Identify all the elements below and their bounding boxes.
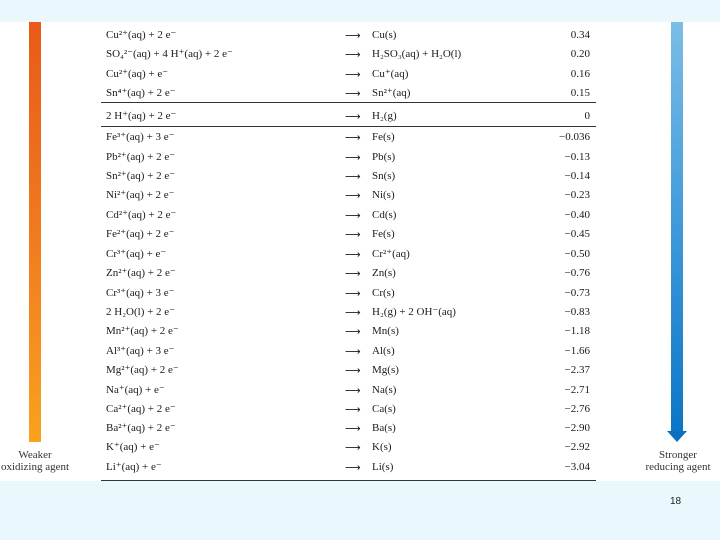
table-row xyxy=(106,381,590,400)
half-reaction-reactant: Ni²⁺(aq) + 2 e⁻ xyxy=(106,189,175,201)
reaction-arrow: ⟶ xyxy=(345,248,361,261)
table-row xyxy=(106,322,590,341)
reaction-arrow: ⟶ xyxy=(345,110,361,123)
half-reaction-product: Cr²⁺(aq) xyxy=(372,248,410,260)
label-line: oxidizing agent xyxy=(0,461,70,473)
half-reaction-product: Ba(s) xyxy=(372,422,396,434)
half-reaction-product: Pb(s) xyxy=(372,151,396,163)
reduction-potential-value: −0.036 xyxy=(559,131,590,143)
hydrogen-divider-bottom xyxy=(101,126,596,127)
half-reaction-reactant: SO₄²⁻(aq) + 4 H⁺(aq) + 2 e⁻ xyxy=(106,48,233,60)
oxidizing-strength-arrow xyxy=(29,22,41,442)
reduction-potential-value: −0.40 xyxy=(564,209,590,221)
table-row xyxy=(106,458,590,477)
reaction-arrow: ⟶ xyxy=(345,189,361,202)
reduction-potential-value: −0.73 xyxy=(564,287,590,299)
half-reaction-reactant: Cu²⁺(aq) + e⁻ xyxy=(106,68,169,80)
table-row xyxy=(106,245,590,264)
reaction-arrow: ⟶ xyxy=(345,228,361,241)
half-reaction-product: Al(s) xyxy=(372,345,395,357)
half-reaction-product: Sn(s) xyxy=(372,170,396,182)
half-reaction-product: Li(s) xyxy=(372,461,394,473)
half-reaction-reactant: 2 H⁺(aq) + 2 e⁻ xyxy=(106,110,177,122)
half-reaction-product: H₂SO₃(aq) + H₂O(l) xyxy=(372,48,462,60)
reaction-arrow: ⟶ xyxy=(345,267,361,280)
reduction-potential-value: −2.71 xyxy=(564,384,590,396)
half-reaction-product: Cu⁺(aq) xyxy=(372,68,409,80)
reduction-potential-value: −0.14 xyxy=(564,170,590,182)
reaction-arrow: ⟶ xyxy=(345,364,361,377)
table-row xyxy=(106,206,590,225)
table-row xyxy=(106,400,590,419)
table-row xyxy=(106,342,590,361)
reduction-potential-value: 0 xyxy=(584,110,590,122)
half-reaction-product: Cu(s) xyxy=(372,29,397,41)
reduction-potential-value: −1.18 xyxy=(564,325,590,337)
half-reaction-reactant: Mg²⁺(aq) + 2 e⁻ xyxy=(106,364,179,376)
reduction-potential-value: −0.83 xyxy=(564,306,590,318)
reaction-arrow: ⟶ xyxy=(345,325,361,338)
reaction-arrow: ⟶ xyxy=(345,441,361,454)
table-row xyxy=(106,65,590,84)
reduction-potential-value: 0.20 xyxy=(570,48,590,60)
reduction-potential-value: −3.04 xyxy=(564,461,590,473)
reduction-potential-value: 0.16 xyxy=(570,68,590,80)
table-row xyxy=(106,148,590,167)
half-reaction-product: Na(s) xyxy=(372,384,397,396)
reaction-arrow: ⟶ xyxy=(345,403,361,416)
half-reaction-reactant: 2 H₂O(l) + 2 e⁻ xyxy=(106,306,175,318)
reaction-arrow: ⟶ xyxy=(345,384,361,397)
table-row xyxy=(106,419,590,438)
half-reaction-reactant: Cr³⁺(aq) + e⁻ xyxy=(106,248,167,260)
label-line: reducing agent xyxy=(645,461,711,473)
reduction-potential-value: −2.90 xyxy=(564,422,590,434)
reaction-arrow: ⟶ xyxy=(345,422,361,435)
half-reaction-reactant: Na⁺(aq) + e⁻ xyxy=(106,384,165,396)
reduction-potential-value: −2.76 xyxy=(564,403,590,415)
table-row xyxy=(106,107,590,126)
reducing-strength-arrow xyxy=(671,22,683,432)
half-reaction-reactant: Li⁺(aq) + e⁻ xyxy=(106,461,162,473)
table-row xyxy=(106,284,590,303)
half-reaction-reactant: Fe³⁺(aq) + 3 e⁻ xyxy=(106,131,175,143)
reaction-arrow: ⟶ xyxy=(345,287,361,300)
half-reaction-product: Fe(s) xyxy=(372,131,395,143)
table-row xyxy=(106,264,590,283)
half-reaction-reactant: Ba²⁺(aq) + 2 e⁻ xyxy=(106,422,176,434)
reduction-potential-value: −0.23 xyxy=(564,189,590,201)
table-row xyxy=(106,128,590,147)
half-reaction-reactant: Sn²⁺(aq) + 2 e⁻ xyxy=(106,170,176,182)
half-reaction-product: Zn(s) xyxy=(372,267,396,279)
half-reaction-reactant: Mn²⁺(aq) + 2 e⁻ xyxy=(106,325,179,337)
reaction-arrow: ⟶ xyxy=(345,209,361,222)
half-reaction-reactant: K⁺(aq) + e⁻ xyxy=(106,441,160,453)
table-row xyxy=(106,186,590,205)
reaction-arrow: ⟶ xyxy=(345,151,361,164)
half-reaction-reactant: Ca²⁺(aq) + 2 e⁻ xyxy=(106,403,176,415)
half-reaction-product: Fe(s) xyxy=(372,228,395,240)
half-reaction-product: Mg(s) xyxy=(372,364,399,376)
table-row xyxy=(106,303,590,322)
reaction-arrow: ⟶ xyxy=(345,68,361,81)
weaker-oxidizing-agent-label xyxy=(0,449,70,473)
table-row xyxy=(106,84,590,103)
table-row xyxy=(106,361,590,380)
half-reaction-product: Mn(s) xyxy=(372,325,399,337)
half-reaction-reactant: Cu²⁺(aq) + 2 e⁻ xyxy=(106,29,177,41)
reaction-arrow: ⟶ xyxy=(345,461,361,474)
table-row xyxy=(106,167,590,186)
page-number: 18 xyxy=(670,496,682,507)
arrow-down-icon xyxy=(667,431,687,442)
reduction-potential-value: −2.92 xyxy=(564,441,590,453)
half-reaction-reactant: Zn²⁺(aq) + 2 e⁻ xyxy=(106,267,176,279)
reduction-potential-value: 0.34 xyxy=(570,29,590,41)
reaction-arrow: ⟶ xyxy=(345,48,361,61)
reduction-potential-value: −0.13 xyxy=(564,151,590,163)
half-reaction-product: K(s) xyxy=(372,441,392,453)
half-reaction-product: Ni(s) xyxy=(372,189,395,201)
half-reaction-product: Ca(s) xyxy=(372,403,396,415)
half-reaction-reactant: Al³⁺(aq) + 3 e⁻ xyxy=(106,345,175,357)
bottom-band xyxy=(0,481,720,540)
half-reaction-product: Sn²⁺(aq) xyxy=(372,87,411,99)
reaction-arrow: ⟶ xyxy=(345,29,361,42)
label-line: Stronger xyxy=(659,449,697,461)
reduction-potential-value: −0.50 xyxy=(564,248,590,260)
table-row xyxy=(106,26,590,45)
stronger-reducing-agent-label xyxy=(636,449,720,473)
reaction-arrow: ⟶ xyxy=(345,345,361,358)
reaction-arrow: ⟶ xyxy=(345,87,361,100)
top-band xyxy=(0,0,720,22)
table-row xyxy=(106,225,590,244)
half-reaction-product: Cr(s) xyxy=(372,287,395,299)
reaction-arrow: ⟶ xyxy=(345,170,361,183)
half-reaction-reactant: Fe²⁺(aq) + 2 e⁻ xyxy=(106,228,175,240)
reaction-arrow: ⟶ xyxy=(345,306,361,319)
reduction-potential-value: −0.76 xyxy=(564,267,590,279)
half-reaction-reactant: Cd²⁺(aq) + 2 e⁻ xyxy=(106,209,177,221)
table-row xyxy=(106,438,590,457)
half-reaction-product: Cd(s) xyxy=(372,209,397,221)
half-reaction-reactant: Sn⁴⁺(aq) + 2 e⁻ xyxy=(106,87,176,99)
half-reaction-product: H₂(g) + 2 OH⁻(aq) xyxy=(372,306,456,318)
half-reaction-reactant: Cr³⁺(aq) + 3 e⁻ xyxy=(106,287,175,299)
reaction-arrow: ⟶ xyxy=(345,131,361,144)
reduction-potential-value: 0.15 xyxy=(570,87,590,99)
reduction-potential-value: −2.37 xyxy=(564,364,590,376)
half-reaction-reactant: Pb²⁺(aq) + 2 e⁻ xyxy=(106,151,176,163)
reduction-potential-value: −0.45 xyxy=(564,228,590,240)
half-reaction-product: H₂(g) xyxy=(372,110,397,122)
reduction-potential-value: −1.66 xyxy=(564,345,590,357)
label-line: Weaker xyxy=(18,449,52,461)
table-row xyxy=(106,45,590,64)
